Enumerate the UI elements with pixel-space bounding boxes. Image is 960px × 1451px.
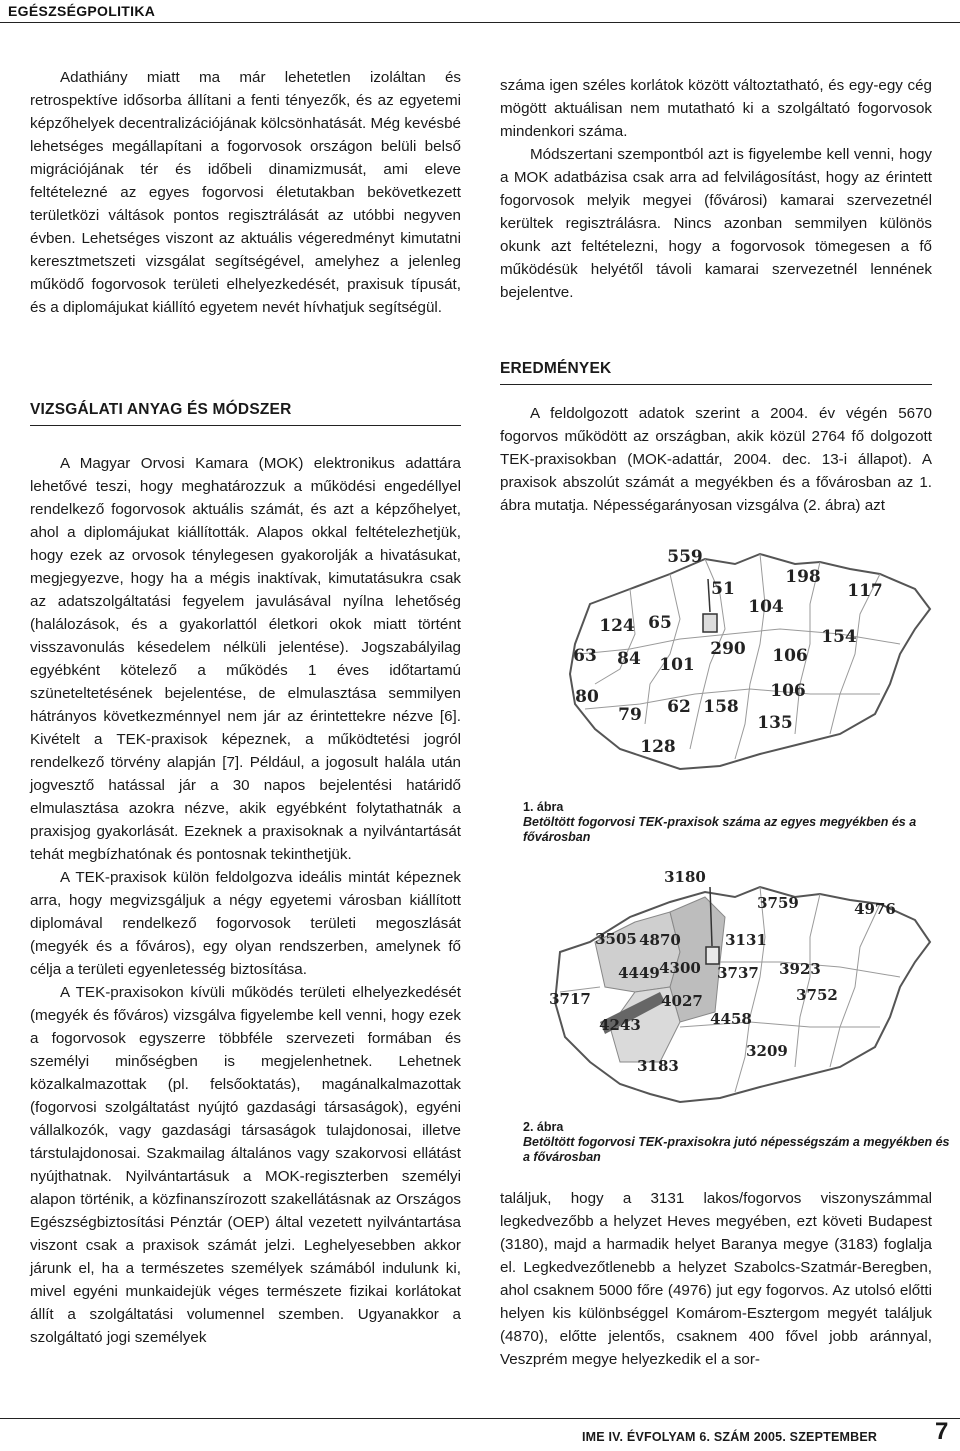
map1-label: 290 [710,639,746,659]
right-column-top [500,74,932,304]
map2-label: 3180 [664,868,706,886]
map1-label: 106 [772,646,808,666]
results-paragraph-1: A feldolgozott adatok szerint a 2004. év végén 5670 fogorvos működött az országban, akik közül 2764 fő dolgozott TEK-praxisokban (MOK-adattár, 2004. dec. 13-i állapot). A praxisok abszolút számát a megyékben és a fővárosban az 1. ábra mutatja. Népességarányosan vizsgálva (2. ábra) azt [500,405,932,514]
map2-label: 4449 [618,964,660,982]
map2-label: 4243 [599,1016,641,1034]
header-divider [0,22,960,23]
map2-label: 3759 [757,894,799,912]
map1-label: 124 [599,616,635,636]
hungary-map-practices [520,534,940,789]
map2-label: 4027 [661,992,703,1010]
map2-label: 3752 [796,986,838,1004]
map1-label: 117 [847,581,883,601]
hungary-map-population [520,862,940,1114]
map1-label: 101 [659,655,695,675]
map2-label: 3183 [637,1057,679,1075]
map1-label: 158 [703,697,739,717]
map1-label: 106 [770,681,806,701]
results-paragraph-2: találjuk, hogy a 3131 lakos/fogorvos viszonyszámmal legkedvezőbb a helyzet Heves megyében, ezt követi Budapest (3180), majd a harmadik helyet Baranya megye (3183) foglalja el. Legkedvezőtlenebb a helyzet Szabolcs-Szatmár-Beregben, ahol csaknem 5000 főre (4976) jut egy fogorvos. Az utolsó előtti helyen kis különbséggel Komárom-Esztergom megyét találjuk (4870), előtte jelentős, csaknem 400 fővel jobb aránnyal, Veszprém megye helyezkedik el a sor- [500,1190,932,1368]
map1-label: 104 [748,597,784,617]
left-column-intro [30,66,461,319]
results-paragraph-1-wrap [500,402,932,517]
journal-info: IME IV. ÉVFOLYAM 6. SZÁM 2005. SZEPTEMBER [582,1430,878,1444]
map1-label: 84 [617,649,641,669]
map2-label: 3737 [717,964,759,982]
figure-2-caption [523,1120,953,1165]
map1-label: 154 [821,627,857,647]
map1-label: 51 [711,579,735,599]
map2-label: 3923 [779,960,821,978]
map1-label: 559 [667,547,703,567]
map2-label: 3209 [746,1042,788,1060]
figure-2-map [520,862,940,1114]
figure-1-number: 1. ábra [523,800,564,814]
map1-label: 198 [785,567,821,587]
left-column-methods [30,452,461,1349]
map2-label: 4976 [854,900,896,918]
budapest-marker [703,614,717,632]
map2-label: 4870 [639,931,681,949]
map1-label: 79 [618,705,642,725]
map1-label: 62 [667,697,691,717]
map1-label: 80 [575,687,599,707]
intro-paragraph: Adathiány miatt ma már lehetetlen izoláltan és retrospektíve idősorba állítani a fenti tényezők, és az egyetemi képzőhelyek decentralizációjának kölcsönhatását. Még kevésbé lehetséges megállapítani a fogorvosok országon belüli belső migrációjának tér és időbeli dinamizmusát, ami eleve feltételezné az egyes fogorvosi életutakban bekövetkezett területközi váltások pontos regisztrálását az utóbbi negyven évben. Lehetséges viszont az aktuális végeredményt kimutatni keresztmetszeti vizsgálat segítségével, amelyhez a jelenleg működő fogorvosok területi elhelyezkedését, praxisuk típusát, és a diplomájukat kiállító egyetem nevét hívhatjuk segítségül. [30,69,461,316]
page-number: 7 [935,1418,949,1445]
map2-label: 3131 [725,931,767,949]
map2-label: 4458 [710,1010,752,1028]
results-heading: EREDMÉNYEK [500,360,932,385]
method-note-paragraph: Módszertani szempontból azt is figyelembe kell venni, hogy a MOK adatbázisa csak arra ad felvilágosítást, hogy az érintett fogorvosok melyik megyei (fővárosi) kamarai szervezetnél kerültek regisztrálásra. Nincs azonban semmilyen különös okunk azt feltételezni, hogy a fogorvosok tömegesen a fő működésük helyétől távoli kamarai szervezetnél lennének bejelentve. [500,146,932,301]
results-paragraph-2-wrap [500,1187,932,1371]
methods-paragraph-2: A TEK-praxisok külön feldolgozva ideális mintát képeznek arra, hogy megvizsgáljuk a négy egyetemi városban kiállított diplomával rendelkező fogorvosok területi megoszlását (megyék és a főváros), egy olyan rendszerben, amelynek fő célja a területi egyenletesség biztosítása. [30,869,461,978]
methods-paragraph-3: A TEK-praxisokon kívüli működés területi elhelyezkedését (megyék és főváros) vizsgálva figyelembe kell venni, hogy ezek a fogorvosok egyszerre többféle szervezeti formában és személyi minőségben is megjelenhetnek. Lehetnek közalkalmazottak (pl. felsőoktatás), magánalkalmazottak (fogorvosi szolgáltatást nyújtó gazdasági társaságok), egyéni vállalkozók, vagy gazdasági társaságok tulajdonosai, illetve társtulajdonosai. Szakmailag általános vagy szakorvosi ellátást nyújthatnak. Nyilvántartásuk a MOK-regiszterben személyi alapon történik, a közfinanszírozott szakellátásnak az Országos Egészségbiztosítási Pénztár (OEP) által vezetett nyilvántartása viszont csak a praxisok számát jelzi. Leghelyesebben akkor járunk el, ha a természetes személyek számából indulunk ki, mivel egyéni munkaidejük véges természete fizikai korlátokat állít a szolgáltatási volumennel szemben. Ugyanakkor a szolgáltató jogi személyek [30,984,461,1346]
budapest-marker-2 [706,947,719,964]
section-label: EGÉSZSÉGPOLITIKA [8,3,156,19]
figure-1-text: Betöltött fogorvosi TEK-praxisok száma az egyes megyékben és a fővárosban [523,815,917,844]
methods-heading: VIZSGÁLATI ANYAG ÉS MÓDSZER [30,401,461,426]
continuation-paragraph: száma igen széles korlátok között változtatható, és egy-egy cég mögött aktuálisan nem mutatható ki a szolgáltató fogorvosok mindenkori száma. [500,77,932,140]
footer-divider [0,1418,960,1419]
map2-label: 4300 [659,959,701,977]
map1-label: 135 [757,713,793,733]
map2-label: 3717 [549,990,591,1008]
figure-1-map [520,534,940,789]
map1-label: 65 [648,613,672,633]
country-outline-2 [555,887,930,1102]
figure-2-number: 2. ábra [523,1120,564,1134]
figure-1-caption [523,800,953,845]
map2-label: 3505 [595,930,637,948]
map1-label: 128 [640,737,676,757]
methods-paragraph-1: A Magyar Orvosi Kamara (MOK) elektronikus adattára lehetővé teszi, hogy meghatározzuk a működési engedéllyel rendelkező fogorvosok aktuális számát, és azt a képzőhelyet, ahol a diplomájukat kiállították. Alapos okkal feltételezhetjük, hogy ezek az orvosok ténylegesen gyakorolják a hivatásukat, megjegyezve, hogy ha a mégis inaktívak, kimutatásukra csak az adatszolgáltatási fegyelem javulásával nyílna lehetőség (halálozások, és a gyakorlattól életkori okok miatt történt visszavonulás késedelem nélküli jelentése). Jogszabályilag egyébként kötelező a működés 1 éves időtartamú szüneteltetésének bejelentése, de elmulasztása semmilyen hátrányos következménnyel nem jár az érintettekre nézve [6]. Kivételt a TEK-praxisok képeznek, a működtetési jogról rendelkező törvény alapján [7]. Például, a jogosult halála után jogvesztő hatással jár a 30 napos bejelentési határidő elmulasztása azokra nézve, akik egyébként folytathatnák a praxisjog gyakorlását. Ezeknek a praxisoknak a nyilvántartását tehát megbízhatónak és pontosnak tekinthetjük. [30,455,461,863]
figure-2-text: Betöltött fogorvosi TEK-praxisokra jutó népességszám a megyékben és a fővárosban [523,1135,950,1164]
map1-label: 63 [573,646,597,666]
